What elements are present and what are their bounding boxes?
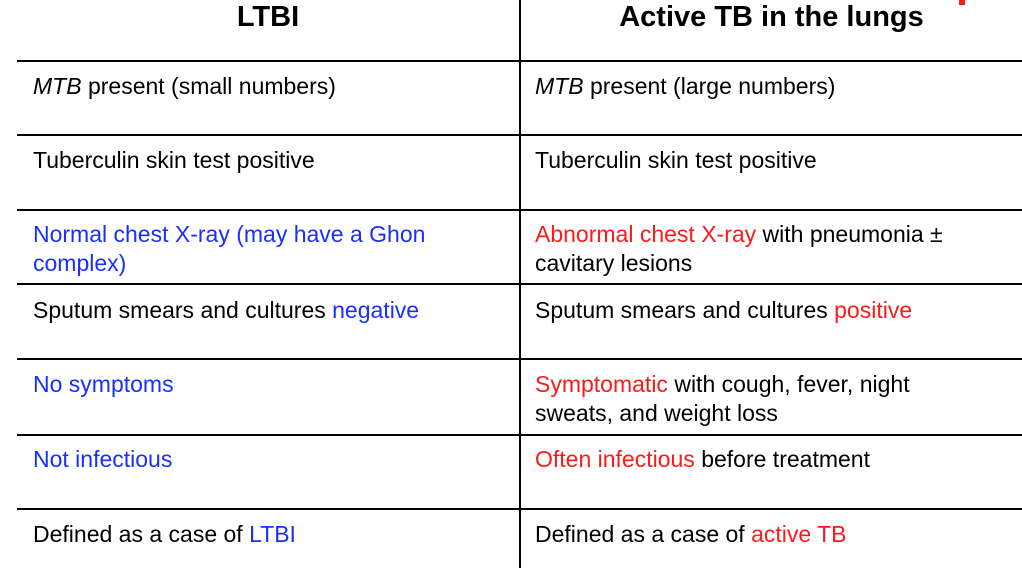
row-5-active-line-2: sweats, and weight loss <box>535 400 778 426</box>
row-6-ltbi-highlight: Not infectious <box>33 446 173 472</box>
row-7-ltbi-highlight: LTBI <box>249 521 296 547</box>
header-active-tb: Active TB in the lungs <box>619 1 924 33</box>
row-7-ltbi <box>33 520 296 549</box>
row-2-active-text: Tuberculin skin test positive <box>535 147 817 173</box>
row-divider <box>17 209 1022 211</box>
row-1-active <box>535 72 835 101</box>
row-6-active <box>535 445 870 474</box>
row-3-active-text: with pneumonia ± <box>756 221 943 247</box>
row-5-active-line-1 <box>535 370 910 399</box>
row-2-ltbi <box>33 146 315 175</box>
row-1-active-text: present (large numbers) <box>583 73 836 99</box>
row-divider <box>17 134 1022 136</box>
row-2-ltbi-text: Tuberculin skin test positive <box>33 147 315 173</box>
row-divider <box>17 508 1022 510</box>
row-divider <box>17 358 1022 360</box>
header-ltbi: LTBI <box>236 1 300 33</box>
row-7-ltbi-text: Defined as a case of <box>33 521 250 547</box>
row-5-active-highlight: Symptomatic <box>535 371 668 397</box>
row-4-ltbi <box>33 296 419 325</box>
row-5-ltbi-highlight: No symptoms <box>33 371 174 397</box>
row-7-active-text: Defined as a case of <box>535 521 752 547</box>
row-6-ltbi <box>33 445 172 474</box>
row-3-ltbi <box>33 220 425 278</box>
row-7-active-highlight: active TB <box>751 521 847 547</box>
row-4-ltbi-highlight: negative <box>332 297 420 323</box>
row-7-active <box>535 520 847 549</box>
row-4-ltbi-text: Sputum smears and cultures <box>33 297 333 323</box>
row-5-ltbi <box>33 370 174 399</box>
row-5-active <box>535 370 910 428</box>
row-3-active-line-2: cavitary lesions <box>535 250 693 276</box>
row-4-active-text: Sputum smears and cultures <box>535 297 835 323</box>
row-3-ltbi-line-2: complex) <box>33 250 127 276</box>
row-6-active-highlight: Often infectious <box>535 446 695 472</box>
row-divider <box>17 434 1022 436</box>
comparison-table <box>17 0 1022 568</box>
row-1-ltbi <box>33 72 336 101</box>
mtb-term: MTB <box>535 73 584 99</box>
row-6-active-text: before treatment <box>694 446 870 472</box>
row-3-active <box>535 220 943 278</box>
mtb-term: MTB <box>33 73 82 99</box>
row-divider <box>17 60 1022 62</box>
row-5-active-text: with cough, fever, night <box>667 371 910 397</box>
row-3-active-highlight: Abnormal chest X-ray <box>535 221 757 247</box>
row-1-ltbi-text: present (small numbers) <box>81 73 336 99</box>
row-4-active-highlight: positive <box>834 297 913 323</box>
row-divider <box>17 283 1022 285</box>
row-2-active <box>535 146 817 175</box>
row-3-ltbi-line-1: Normal chest X-ray (may have a Ghon <box>33 221 426 247</box>
row-4-active <box>535 296 912 325</box>
row-3-active-line-1 <box>535 220 943 249</box>
